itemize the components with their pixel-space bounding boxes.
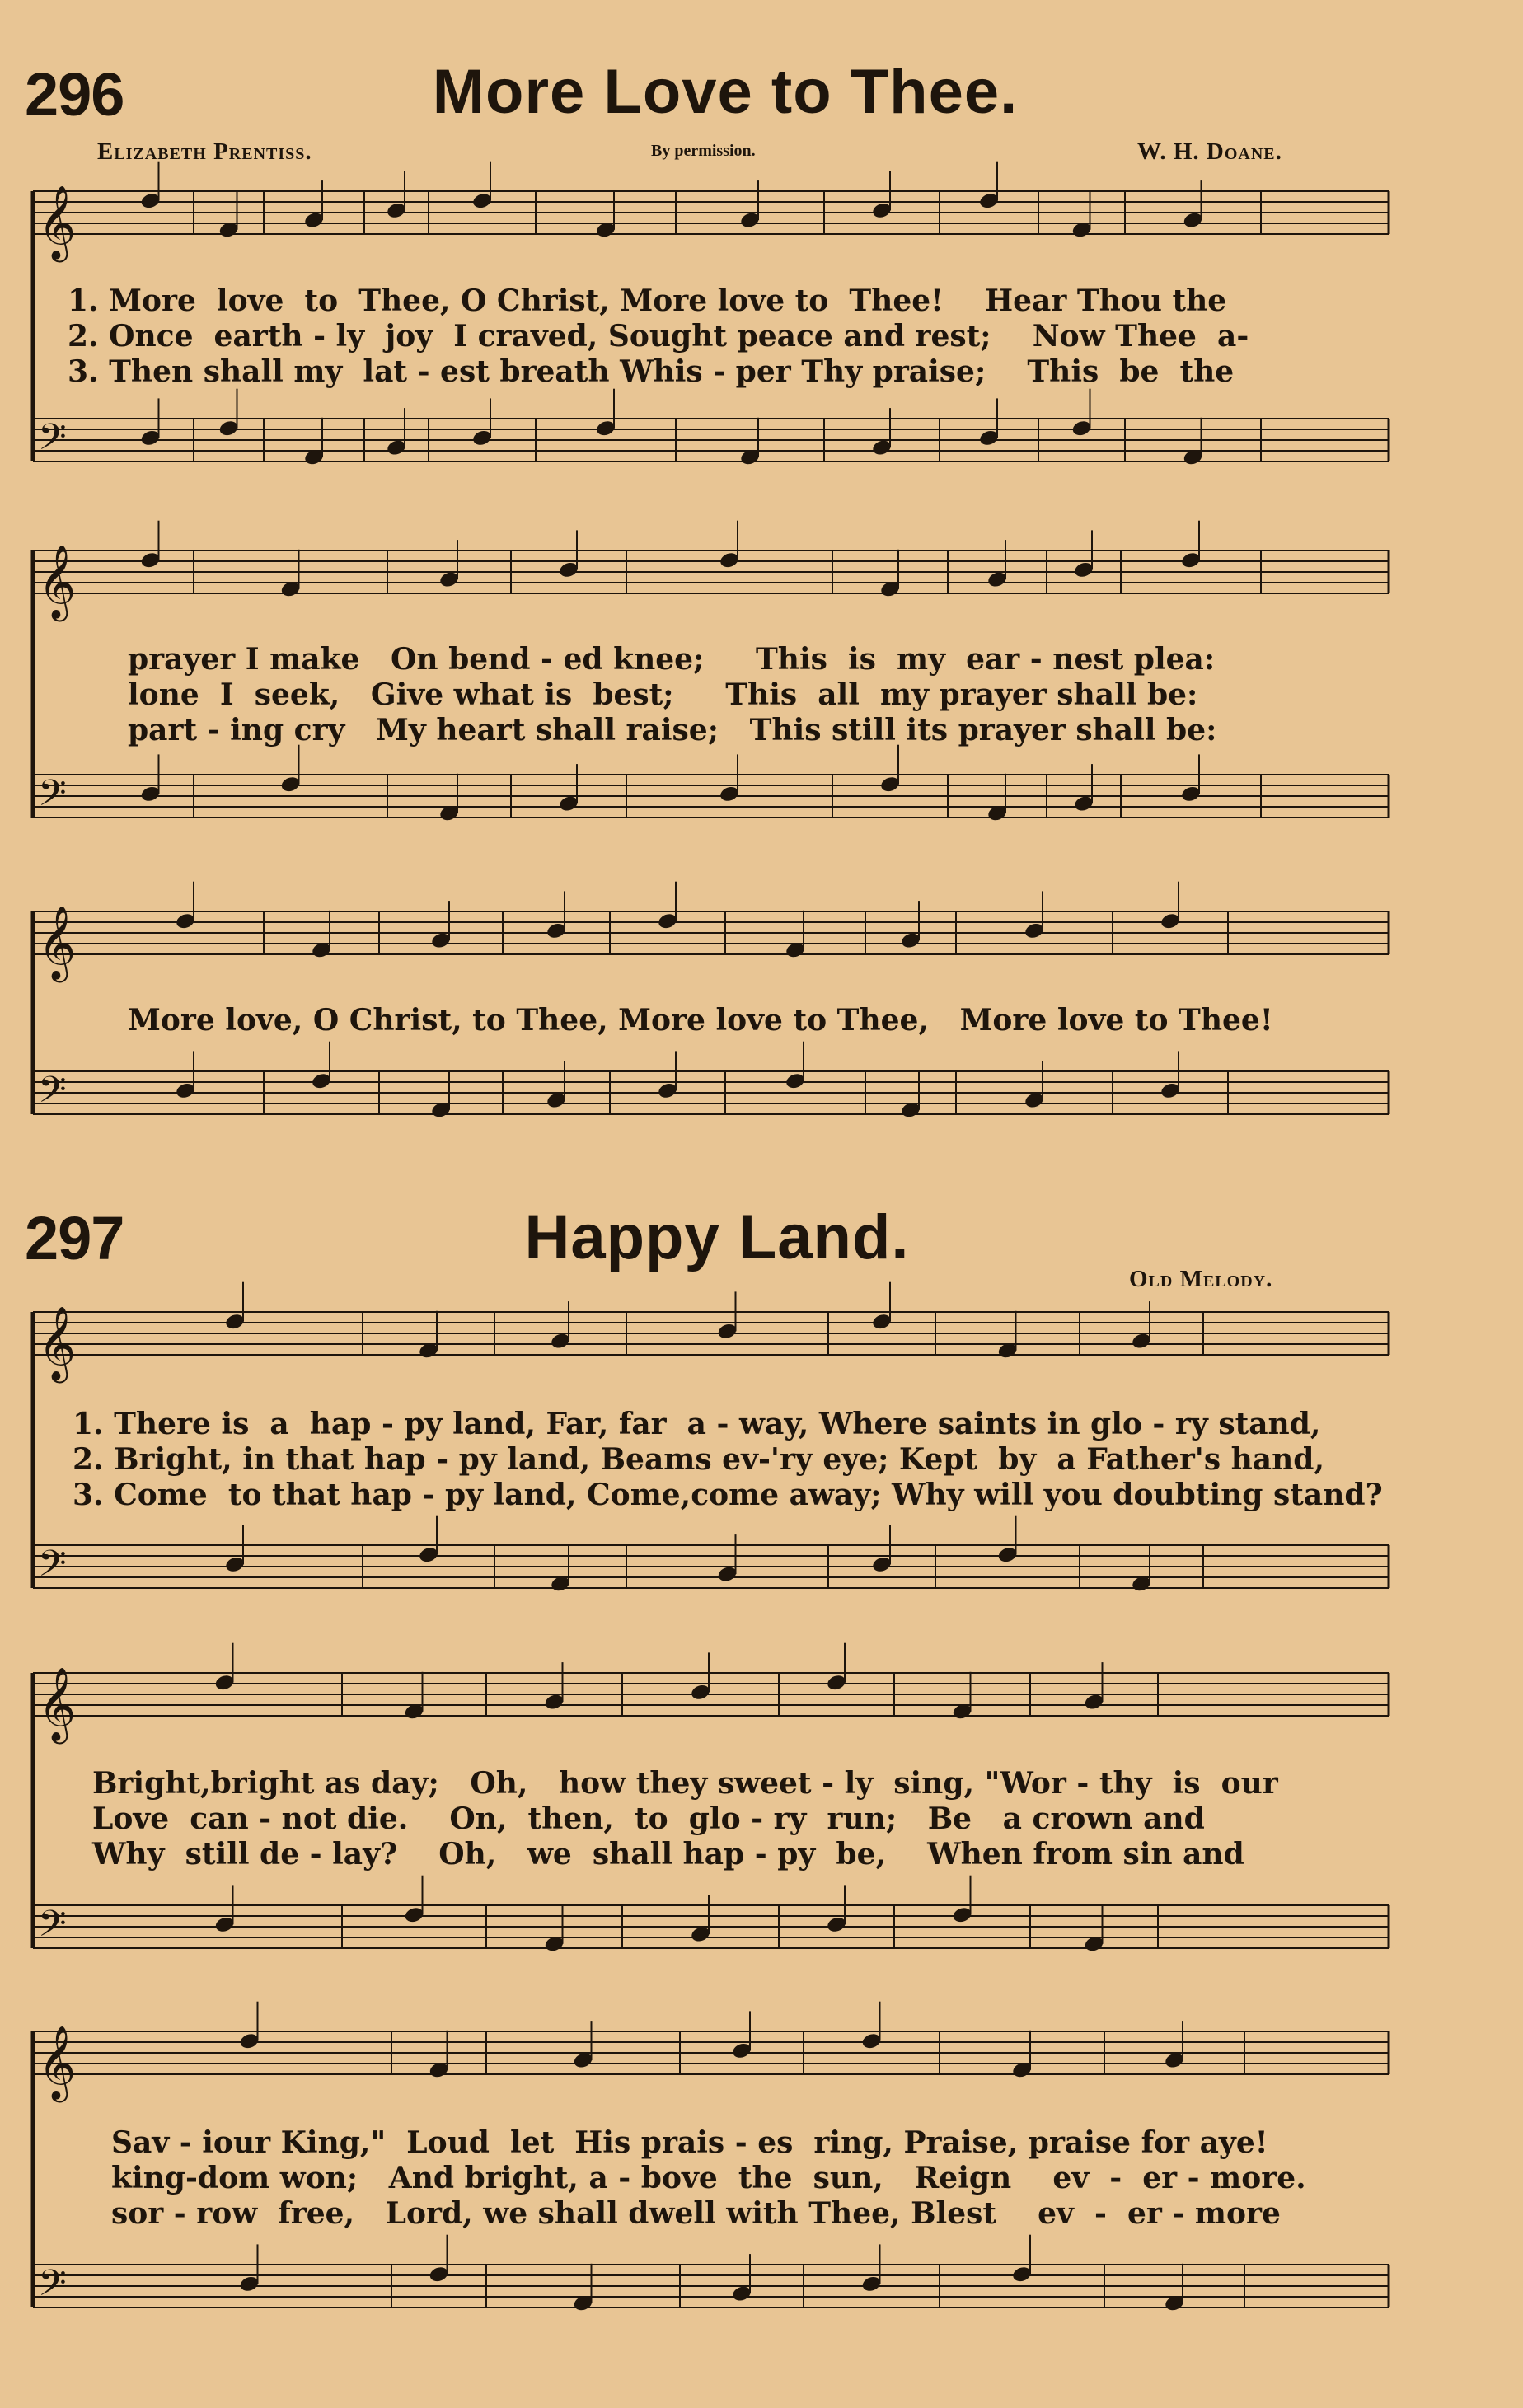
hymn-title: Happy Land. xyxy=(524,1202,910,1272)
lyric-line: sor - row free, Lord, we shall dwell with Thee, Blest ev - er - more xyxy=(111,2196,1281,2231)
bass-clef: 𝄢 xyxy=(38,1542,67,1594)
treble-clef: 𝄞 xyxy=(38,185,77,260)
treble-clef: 𝄞 xyxy=(38,906,77,980)
lyric-line: king-dom won; And bright, a - bove the sun, Reign ev - er - more. xyxy=(111,2161,1306,2195)
hymn-title: More Love to Thee. xyxy=(432,57,1019,127)
bass-clef: 𝄢 xyxy=(38,771,67,823)
hymn-author: Elizabeth Prentiss. xyxy=(97,138,312,165)
hymn-number: 297 xyxy=(25,1204,124,1272)
hymn-composer: W. H. Doane. xyxy=(1137,138,1282,165)
lyric-line: Bright,bright as day; Oh, how they sweet - ly sing, "Wor - thy is our xyxy=(92,1766,1278,1801)
hymn-number: 296 xyxy=(25,60,124,129)
lyric-line: prayer I make On bend - ed knee; This is my ear - nest plea: xyxy=(128,642,1216,677)
lyric-line: Love can - not die. On, then, to glo - ry run; Be a crown and xyxy=(92,1801,1205,1836)
lyric-line: More love, O Christ, to Thee, More love to Thee, More love to Thee! xyxy=(128,1003,1273,1038)
lyric-line: lone I seek, Give what is best; This all my prayer shall be: xyxy=(128,677,1198,712)
lyric-line: 3. Come to that hap - py land, Come,come away; Why will you doubting stand? xyxy=(73,1478,1383,1512)
permission-note: By permission. xyxy=(651,142,756,160)
treble-clef: 𝄞 xyxy=(38,545,77,619)
lyric-line: Why still de - lay? Oh, we shall hap - py be, When from sin and xyxy=(92,1837,1244,1872)
lyric-line: 2. Bright, in that hap - py land, Beams ev-'ry eye; Kept by a Father's hand, xyxy=(73,1442,1324,1477)
lyric-line: 3. Then shall my lat - est breath Whis - per Thy praise; This be the xyxy=(68,354,1235,389)
lyric-line: Sav - iour King," Loud let His prais - es ring, Praise, praise for aye! xyxy=(111,2125,1268,2160)
lyric-line: 2. Once earth - ly joy I craved, Sought peace and rest; Now Thee a- xyxy=(68,319,1249,354)
bass-clef: 𝄢 xyxy=(38,2261,67,2313)
lyric-line: 1. More love to Thee, O Christ, More love to Thee! Hear Thou the xyxy=(68,283,1227,318)
treble-clef: 𝄞 xyxy=(38,1667,77,1741)
treble-clef: 𝄞 xyxy=(38,1306,77,1380)
treble-clef: 𝄞 xyxy=(38,2026,77,2100)
bass-clef: 𝄢 xyxy=(38,1068,67,1120)
bass-clef: 𝄢 xyxy=(38,1902,67,1954)
lyric-line: 1. There is a hap - py land, Far, far a - way, Where saints in glo - ry stand, xyxy=(73,1407,1321,1441)
bass-clef: 𝄢 xyxy=(38,415,67,467)
lyric-line: part - ing cry My heart shall raise; This still its prayer shall be: xyxy=(128,713,1217,747)
hymn-composer: Old Melody. xyxy=(1129,1266,1273,1292)
